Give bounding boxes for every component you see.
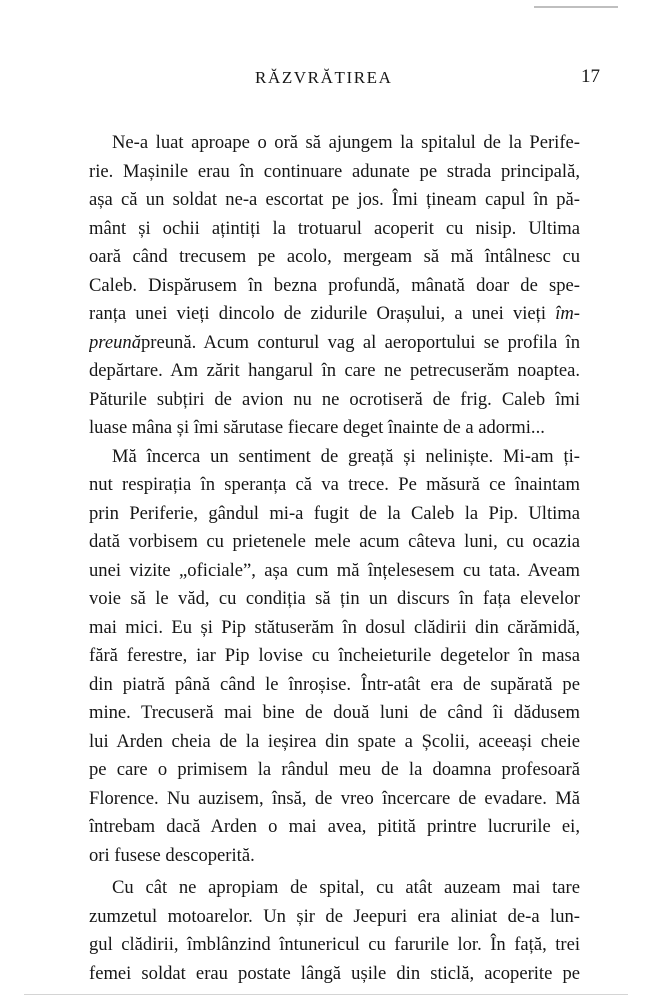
- text-line: Florence. Nu auzisem, însă, de vreo încercare de evadare. Mă: [89, 787, 580, 809]
- text-fragment: preună. Acum conturul vag al aeroportului se profila în: [141, 331, 580, 353]
- text-line: voie să le văd, cu condiția să țin un discurs în fața elevelor: [89, 588, 580, 609]
- text-line: mai mici. Eu și Pip stătuserăm în dosul clădirii din cărămidă,: [89, 616, 580, 638]
- text-line: ori fusese descoperită.: [89, 844, 255, 866]
- text-line: dată vorbisem cu prietenele mele acum câteva luni, cu ocazia: [89, 531, 580, 552]
- top-edge-rule: [534, 6, 618, 8]
- text-line: lui Arden cheia de la ieșirea din spate a Școlii, aceeași cheie: [89, 730, 580, 752]
- bottom-edge-rule: [24, 994, 628, 995]
- text-line: depărtare. Am zărit hangarul în care ne petrecuserăm noaptea.: [89, 360, 580, 381]
- text-line: așa că un soldat ne-a escortat pe jos. Îmi țineam capul în pă-: [89, 189, 580, 210]
- text-line: pe care o primisem la rândul meu de la doamna profesoară: [89, 759, 580, 780]
- text-line: Caleb. Dispărusem în bezna profundă, mânată doar de spe-: [89, 274, 580, 296]
- italic-fragment: îm-: [555, 303, 580, 324]
- page-number: 17: [581, 66, 600, 87]
- text-line: [89, 329, 580, 358]
- text-line: prin Periferie, gândul mi-a fugit de la Caleb la Pip. Ultima: [89, 502, 580, 524]
- text-line: rie. Mașinile erau în continuare adunate pe strada principală,: [89, 160, 580, 182]
- text-line: gul clădirii, îmblânzind întunericul cu farurile lor. În față, trei: [89, 934, 580, 955]
- text-line: luase mâna și îmi sărutase fiecare deget înainte de a adormi...: [89, 417, 545, 438]
- text-line: oară când trecusem pe acolo, mergeam să mă întâlnesc cu: [89, 246, 580, 267]
- text-line: femei soldat erau postate lângă ușile din sticlă, acoperite pe: [89, 962, 580, 984]
- chapter-running-head: RĂZVRĂTIREA: [255, 68, 393, 87]
- text-line: din piatră până când le înroșise. Într-atât era de supărată pe: [89, 673, 580, 695]
- text-line: întrebam dacă Arden o mai avea, pitită printre lucrurile ei,: [89, 816, 580, 837]
- text-line: Cu cât ne apropiam de spital, cu atât auzeam mai tare: [112, 877, 580, 898]
- text-line: Ne-a luat aproape o oră să ajungem la spitalul de la Perife-: [112, 132, 580, 153]
- text-line: Păturile subțiri de avion nu ne ocrotiseră de frig. Caleb îmi: [89, 388, 580, 410]
- italic-fragment: preună: [89, 331, 141, 353]
- text-line: unei vizite „oficiale”, așa cum mă înțelesesem cu tata. Aveam: [89, 559, 580, 581]
- text-line: fără ferestre, iar Pip lovise cu încheieturile degetelor în masa: [89, 645, 580, 666]
- text-line: zumzetul motoarelor. Un șir de Jeepuri era aliniat de-a lun-: [89, 905, 580, 927]
- text-line: [89, 300, 580, 329]
- text-line: nut respirația în speranța că va trece. Pe măsură ce înaintam: [89, 474, 580, 495]
- text-line: mânt și ochii ațintiți la trotuarul acoperit cu nisip. Ultima: [89, 217, 580, 239]
- body-text: [89, 129, 580, 988]
- text-line: Mă încerca un sentiment de greață și neliniște. Mi-am ți-: [112, 445, 580, 467]
- text-line: mine. Trecuseră mai bine de două luni de când îi dădusem: [89, 702, 580, 723]
- text-fragment: ranța unei vieți dincolo de zidurile Orașului, a unei vieți: [89, 303, 556, 324]
